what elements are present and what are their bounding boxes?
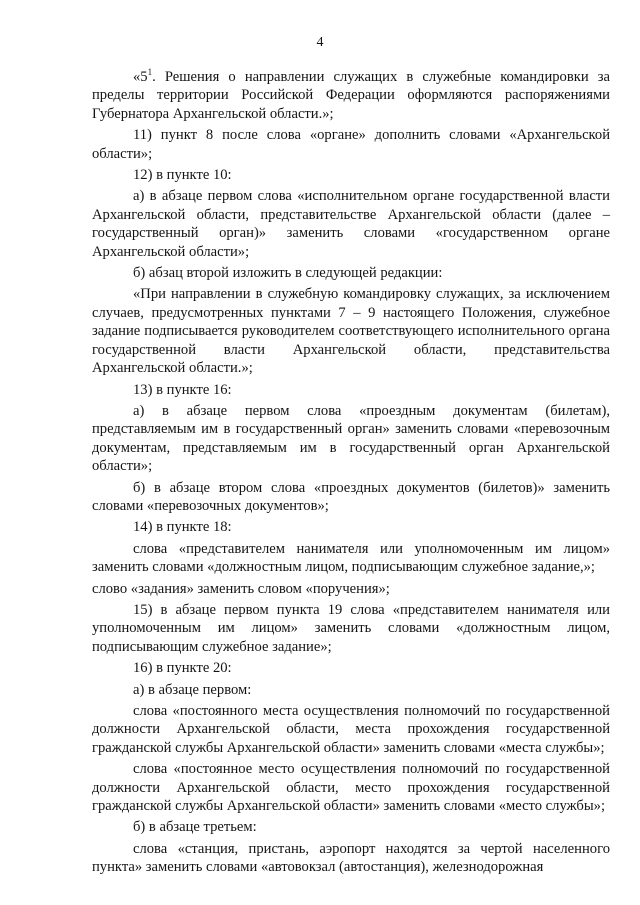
- paragraph-item-14-2: слово «задания» заменить словом «поручения»;: [92, 580, 390, 597]
- paragraph-item-16a: а) в абзаце первом:: [133, 681, 252, 698]
- paragraph-item-12a: а) в абзаце первом слова «исполнительном органе государственной власти Архангельской области, представительстве Архангельской области (далее – государственный орган)» заменить словами «государственном органе Архангельской области»;: [92, 188, 610, 260]
- paragraph-item-12: 12) в пункте 10:: [133, 167, 232, 184]
- paragraph-item-11: 11) пункт 8 после слова «органе» дополнить словами «Архангельской области»;: [92, 127, 610, 162]
- document-body: [92, 68, 610, 877]
- quote-open-text: «5: [133, 69, 148, 85]
- page-number: 4: [316, 35, 324, 50]
- paragraph-item-16b: б) в абзаце третьем:: [133, 819, 257, 836]
- paragraph-item-16b-1: слова «станция, пристань, аэропорт находятся за чертой населенного пункта» заменить словами «автовокзал (автостанция), железнодорожная: [92, 840, 610, 876]
- paragraph-item-13: 13) в пункте 16:: [133, 381, 232, 398]
- paragraph-quoted-text: «При направлении в служебную командировку служащих, за исключением случаев, предусмотренных пунктами 7 – 9 настоящего Положения, служебное задание подписывается руководителем соответствующего исполнительного органа государственной власти Архангельской области, представительства Архангельской области.»;: [92, 286, 610, 377]
- superscript: 1: [147, 67, 153, 78]
- paragraph-item-13a: а) в абзаце первом слова «проездным документам (билетам), представляемым им в государственный орган» заменить словами «перевозочным документам, представляемым им в государственный орган Архангельской области»;: [92, 402, 610, 475]
- paragraph-item-13b: б) в абзаце втором слова «проездных документов (билетов)» заменить словами «перевозочных документов»;: [92, 479, 610, 514]
- paragraph-item-16a-2: слова «постоянное место осуществления полномочий по государственной должности Архангельской области, место прохождения государственной гражданской службы Архангельской области» заменить словами «место службы»;: [92, 761, 610, 815]
- paragraph-item-14-1: слова «представителем нанимателя или уполномоченным им лицом» заменить словами «должностным лицом, подписывающим служебное задание,»;: [92, 540, 610, 576]
- paragraph-item-16a-1: слова «постоянного места осуществления полномочий по государственной должности Архангельской области, места прохождения государственной гражданской службы Архангельской области» заменить словами «места службы»;: [92, 703, 610, 756]
- paragraph-item-14: 14) в пункте 18:: [133, 519, 232, 536]
- paragraph-text: . Решения о направлении служащих в служебные командировки за пределы территории Российской Федерации оформляются распоряжениями Губернатора Архангельской области.»;: [92, 69, 610, 122]
- paragraph-point-5-1: [92, 68, 610, 123]
- paragraph-item-16: 16) в пункте 20:: [133, 660, 232, 677]
- paragraph-item-15: 15) в абзаце первом пункта 19 слова «представителем нанимателя или уполномоченным им лицом» заменить словами «должностным лицом, подписывающим служебное задание»;: [92, 601, 610, 655]
- paragraph-item-12b: б) абзац второй изложить в следующей редакции:: [133, 265, 443, 282]
